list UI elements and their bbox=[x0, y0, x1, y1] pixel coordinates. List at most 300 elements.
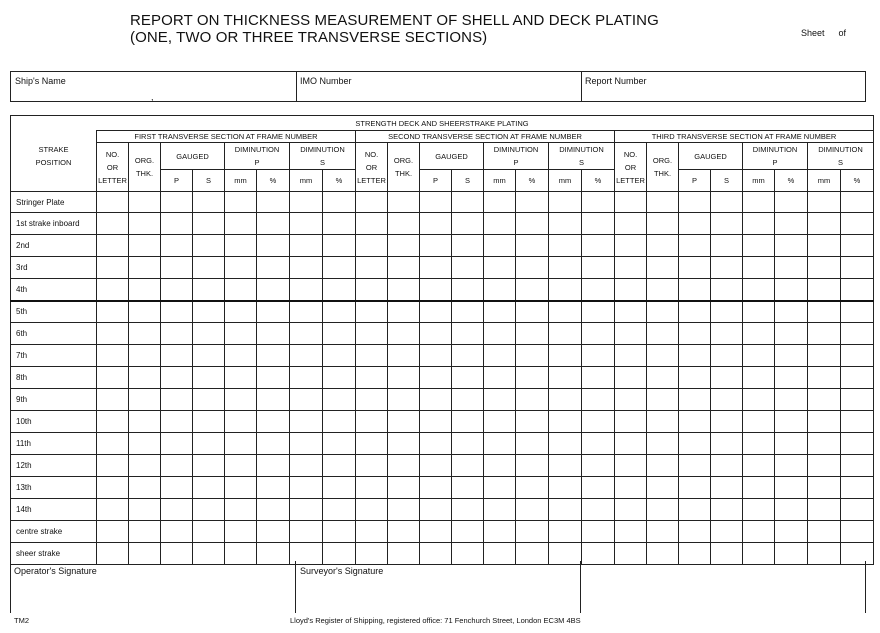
measurement-cell[interactable] bbox=[743, 389, 775, 411]
measurement-cell[interactable] bbox=[516, 455, 549, 477]
measurement-cell[interactable] bbox=[161, 323, 193, 345]
measurement-cell[interactable] bbox=[841, 192, 874, 213]
measurement-cell[interactable] bbox=[516, 433, 549, 455]
measurement-cell[interactable] bbox=[129, 367, 161, 389]
measurement-cell[interactable] bbox=[257, 477, 290, 499]
measurement-cell[interactable] bbox=[452, 279, 484, 301]
measurement-cell[interactable] bbox=[323, 279, 356, 301]
measurement-cell[interactable] bbox=[775, 301, 808, 323]
measurement-cell[interactable] bbox=[549, 323, 582, 345]
measurement-cell[interactable] bbox=[129, 433, 161, 455]
measurement-cell[interactable] bbox=[743, 192, 775, 213]
measurement-cell[interactable] bbox=[679, 521, 711, 543]
measurement-cell[interactable] bbox=[161, 367, 193, 389]
measurement-cell[interactable] bbox=[356, 455, 388, 477]
measurement-cell[interactable] bbox=[193, 257, 225, 279]
measurement-cell[interactable] bbox=[388, 455, 420, 477]
measurement-cell[interactable] bbox=[615, 477, 647, 499]
measurement-cell[interactable] bbox=[97, 301, 129, 323]
measurement-cell[interactable] bbox=[647, 521, 679, 543]
measurement-cell[interactable] bbox=[290, 477, 323, 499]
measurement-cell[interactable] bbox=[356, 323, 388, 345]
measurement-cell[interactable] bbox=[516, 477, 549, 499]
report-number-field[interactable] bbox=[581, 71, 867, 101]
measurement-cell[interactable] bbox=[549, 521, 582, 543]
measurement-cell[interactable] bbox=[420, 411, 452, 433]
measurement-cell[interactable] bbox=[225, 301, 257, 323]
measurement-cell[interactable] bbox=[711, 323, 743, 345]
measurement-cell[interactable] bbox=[388, 499, 420, 521]
measurement-cell[interactable] bbox=[484, 477, 516, 499]
measurement-cell[interactable] bbox=[225, 257, 257, 279]
measurement-cell[interactable] bbox=[388, 257, 420, 279]
measurement-cell[interactable] bbox=[420, 433, 452, 455]
measurement-cell[interactable] bbox=[97, 455, 129, 477]
measurement-cell[interactable] bbox=[356, 213, 388, 235]
measurement-cell[interactable] bbox=[808, 455, 841, 477]
measurement-cell[interactable] bbox=[161, 499, 193, 521]
measurement-cell[interactable] bbox=[775, 213, 808, 235]
measurement-cell[interactable] bbox=[225, 213, 257, 235]
measurement-cell[interactable] bbox=[257, 499, 290, 521]
measurement-cell[interactable] bbox=[161, 455, 193, 477]
measurement-cell[interactable] bbox=[679, 455, 711, 477]
measurement-cell[interactable] bbox=[193, 455, 225, 477]
measurement-cell[interactable] bbox=[129, 192, 161, 213]
measurement-cell[interactable] bbox=[841, 301, 874, 323]
measurement-cell[interactable] bbox=[161, 192, 193, 213]
measurement-cell[interactable] bbox=[743, 279, 775, 301]
measurement-cell[interactable] bbox=[97, 257, 129, 279]
measurement-cell[interactable] bbox=[290, 345, 323, 367]
measurement-cell[interactable] bbox=[323, 192, 356, 213]
measurement-cell[interactable] bbox=[129, 477, 161, 499]
measurement-cell[interactable] bbox=[97, 433, 129, 455]
measurement-cell[interactable] bbox=[516, 323, 549, 345]
measurement-cell[interactable] bbox=[257, 235, 290, 257]
measurement-cell[interactable] bbox=[97, 499, 129, 521]
measurement-cell[interactable] bbox=[615, 235, 647, 257]
measurement-cell[interactable] bbox=[484, 301, 516, 323]
measurement-cell[interactable] bbox=[161, 389, 193, 411]
measurement-cell[interactable] bbox=[193, 235, 225, 257]
measurement-cell[interactable] bbox=[257, 455, 290, 477]
measurement-cell[interactable] bbox=[388, 433, 420, 455]
measurement-cell[interactable] bbox=[388, 192, 420, 213]
measurement-cell[interactable] bbox=[257, 411, 290, 433]
measurement-cell[interactable] bbox=[582, 301, 615, 323]
measurement-cell[interactable] bbox=[290, 192, 323, 213]
measurement-cell[interactable] bbox=[647, 192, 679, 213]
measurement-cell[interactable] bbox=[225, 389, 257, 411]
measurement-cell[interactable] bbox=[808, 389, 841, 411]
measurement-cell[interactable] bbox=[452, 345, 484, 367]
measurement-cell[interactable] bbox=[647, 257, 679, 279]
measurement-cell[interactable] bbox=[808, 499, 841, 521]
measurement-cell[interactable] bbox=[290, 279, 323, 301]
measurement-cell[interactable] bbox=[257, 213, 290, 235]
measurement-cell[interactable] bbox=[711, 367, 743, 389]
measurement-cell[interactable] bbox=[841, 213, 874, 235]
measurement-cell[interactable] bbox=[775, 345, 808, 367]
measurement-cell[interactable] bbox=[225, 411, 257, 433]
measurement-cell[interactable] bbox=[97, 323, 129, 345]
measurement-cell[interactable] bbox=[615, 279, 647, 301]
measurement-cell[interactable] bbox=[549, 367, 582, 389]
measurement-cell[interactable] bbox=[388, 521, 420, 543]
measurement-cell[interactable] bbox=[388, 389, 420, 411]
measurement-cell[interactable] bbox=[290, 235, 323, 257]
measurement-cell[interactable] bbox=[129, 411, 161, 433]
measurement-cell[interactable] bbox=[647, 301, 679, 323]
measurement-cell[interactable] bbox=[679, 323, 711, 345]
measurement-cell[interactable] bbox=[516, 367, 549, 389]
measurement-cell[interactable] bbox=[647, 213, 679, 235]
measurement-cell[interactable] bbox=[582, 235, 615, 257]
measurement-cell[interactable] bbox=[808, 323, 841, 345]
measurement-cell[interactable] bbox=[257, 279, 290, 301]
measurement-cell[interactable] bbox=[129, 301, 161, 323]
measurement-cell[interactable] bbox=[484, 389, 516, 411]
measurement-cell[interactable] bbox=[97, 411, 129, 433]
measurement-cell[interactable] bbox=[97, 389, 129, 411]
measurement-cell[interactable] bbox=[420, 521, 452, 543]
measurement-cell[interactable] bbox=[582, 323, 615, 345]
measurement-cell[interactable] bbox=[615, 455, 647, 477]
measurement-cell[interactable] bbox=[841, 323, 874, 345]
measurement-cell[interactable] bbox=[711, 279, 743, 301]
measurement-cell[interactable] bbox=[711, 213, 743, 235]
measurement-cell[interactable] bbox=[97, 345, 129, 367]
measurement-cell[interactable] bbox=[193, 389, 225, 411]
measurement-cell[interactable] bbox=[290, 367, 323, 389]
measurement-cell[interactable] bbox=[356, 279, 388, 301]
measurement-cell[interactable] bbox=[647, 345, 679, 367]
measurement-cell[interactable] bbox=[549, 345, 582, 367]
measurement-cell[interactable] bbox=[225, 279, 257, 301]
measurement-cell[interactable] bbox=[711, 235, 743, 257]
measurement-cell[interactable] bbox=[582, 257, 615, 279]
measurement-cell[interactable] bbox=[193, 345, 225, 367]
measurement-cell[interactable] bbox=[679, 192, 711, 213]
measurement-cell[interactable] bbox=[679, 389, 711, 411]
measurement-cell[interactable] bbox=[225, 455, 257, 477]
measurement-cell[interactable] bbox=[582, 477, 615, 499]
measurement-cell[interactable] bbox=[161, 257, 193, 279]
measurement-cell[interactable] bbox=[97, 235, 129, 257]
measurement-cell[interactable] bbox=[516, 279, 549, 301]
measurement-cell[interactable] bbox=[808, 257, 841, 279]
measurement-cell[interactable] bbox=[161, 477, 193, 499]
measurement-cell[interactable] bbox=[743, 367, 775, 389]
measurement-cell[interactable] bbox=[323, 235, 356, 257]
measurement-cell[interactable] bbox=[679, 279, 711, 301]
measurement-cell[interactable] bbox=[225, 323, 257, 345]
measurement-cell[interactable] bbox=[582, 279, 615, 301]
measurement-cell[interactable] bbox=[775, 499, 808, 521]
measurement-cell[interactable] bbox=[615, 499, 647, 521]
measurement-cell[interactable] bbox=[711, 521, 743, 543]
measurement-cell[interactable] bbox=[615, 367, 647, 389]
measurement-cell[interactable] bbox=[775, 257, 808, 279]
measurement-cell[interactable] bbox=[775, 411, 808, 433]
measurement-cell[interactable] bbox=[323, 411, 356, 433]
measurement-cell[interactable] bbox=[129, 323, 161, 345]
measurement-cell[interactable] bbox=[161, 521, 193, 543]
measurement-cell[interactable] bbox=[452, 521, 484, 543]
measurement-cell[interactable] bbox=[711, 192, 743, 213]
measurement-cell[interactable] bbox=[582, 389, 615, 411]
measurement-cell[interactable] bbox=[775, 279, 808, 301]
measurement-cell[interactable] bbox=[647, 235, 679, 257]
measurement-cell[interactable] bbox=[516, 521, 549, 543]
measurement-cell[interactable] bbox=[615, 301, 647, 323]
measurement-cell[interactable] bbox=[743, 345, 775, 367]
measurement-cell[interactable] bbox=[356, 477, 388, 499]
measurement-cell[interactable] bbox=[356, 345, 388, 367]
measurement-cell[interactable] bbox=[775, 367, 808, 389]
measurement-cell[interactable] bbox=[257, 367, 290, 389]
measurement-cell[interactable] bbox=[775, 433, 808, 455]
measurement-cell[interactable] bbox=[290, 455, 323, 477]
measurement-cell[interactable] bbox=[420, 257, 452, 279]
measurement-cell[interactable] bbox=[647, 389, 679, 411]
measurement-cell[interactable] bbox=[516, 389, 549, 411]
measurement-cell[interactable] bbox=[420, 323, 452, 345]
measurement-cell[interactable] bbox=[388, 345, 420, 367]
measurement-cell[interactable] bbox=[841, 411, 874, 433]
measurement-cell[interactable] bbox=[647, 477, 679, 499]
measurement-cell[interactable] bbox=[129, 279, 161, 301]
measurement-cell[interactable] bbox=[193, 367, 225, 389]
measurement-cell[interactable] bbox=[647, 499, 679, 521]
measurement-cell[interactable] bbox=[582, 455, 615, 477]
measurement-cell[interactable] bbox=[679, 433, 711, 455]
measurement-cell[interactable] bbox=[356, 521, 388, 543]
measurement-cell[interactable] bbox=[582, 367, 615, 389]
measurement-cell[interactable] bbox=[97, 279, 129, 301]
measurement-cell[interactable] bbox=[388, 213, 420, 235]
measurement-cell[interactable] bbox=[388, 279, 420, 301]
measurement-cell[interactable] bbox=[679, 499, 711, 521]
measurement-cell[interactable] bbox=[420, 367, 452, 389]
measurement-cell[interactable] bbox=[257, 521, 290, 543]
measurement-cell[interactable] bbox=[743, 411, 775, 433]
measurement-cell[interactable] bbox=[743, 521, 775, 543]
measurement-cell[interactable] bbox=[808, 521, 841, 543]
measurement-cell[interactable] bbox=[841, 345, 874, 367]
measurement-cell[interactable] bbox=[97, 477, 129, 499]
measurement-cell[interactable] bbox=[323, 367, 356, 389]
measurement-cell[interactable] bbox=[484, 499, 516, 521]
measurement-cell[interactable] bbox=[775, 192, 808, 213]
measurement-cell[interactable] bbox=[743, 499, 775, 521]
measurement-cell[interactable] bbox=[516, 411, 549, 433]
measurement-cell[interactable] bbox=[679, 367, 711, 389]
measurement-cell[interactable] bbox=[679, 301, 711, 323]
measurement-cell[interactable] bbox=[775, 323, 808, 345]
measurement-cell[interactable] bbox=[582, 499, 615, 521]
measurement-cell[interactable] bbox=[161, 411, 193, 433]
measurement-cell[interactable] bbox=[647, 433, 679, 455]
measurement-cell[interactable] bbox=[452, 477, 484, 499]
measurement-cell[interactable] bbox=[484, 521, 516, 543]
measurement-cell[interactable] bbox=[775, 389, 808, 411]
measurement-cell[interactable] bbox=[290, 301, 323, 323]
measurement-cell[interactable] bbox=[452, 499, 484, 521]
measurement-cell[interactable] bbox=[615, 433, 647, 455]
measurement-cell[interactable] bbox=[775, 235, 808, 257]
measurement-cell[interactable] bbox=[775, 455, 808, 477]
measurement-cell[interactable] bbox=[257, 323, 290, 345]
measurement-cell[interactable] bbox=[582, 345, 615, 367]
measurement-cell[interactable] bbox=[290, 411, 323, 433]
measurement-cell[interactable] bbox=[484, 345, 516, 367]
measurement-cell[interactable] bbox=[420, 301, 452, 323]
measurement-cell[interactable] bbox=[161, 213, 193, 235]
measurement-cell[interactable] bbox=[647, 367, 679, 389]
measurement-cell[interactable] bbox=[452, 323, 484, 345]
measurement-cell[interactable] bbox=[647, 455, 679, 477]
measurement-cell[interactable] bbox=[647, 323, 679, 345]
measurement-cell[interactable] bbox=[257, 389, 290, 411]
measurement-cell[interactable] bbox=[516, 213, 549, 235]
measurement-cell[interactable] bbox=[516, 345, 549, 367]
measurement-cell[interactable] bbox=[257, 433, 290, 455]
measurement-cell[interactable] bbox=[711, 345, 743, 367]
measurement-cell[interactable] bbox=[323, 477, 356, 499]
measurement-cell[interactable] bbox=[452, 455, 484, 477]
measurement-cell[interactable] bbox=[743, 301, 775, 323]
measurement-cell[interactable] bbox=[841, 433, 874, 455]
measurement-cell[interactable] bbox=[516, 257, 549, 279]
measurement-cell[interactable] bbox=[420, 235, 452, 257]
measurement-cell[interactable] bbox=[452, 433, 484, 455]
measurement-cell[interactable] bbox=[452, 367, 484, 389]
measurement-cell[interactable] bbox=[484, 257, 516, 279]
measurement-cell[interactable] bbox=[257, 345, 290, 367]
measurement-cell[interactable] bbox=[516, 301, 549, 323]
measurement-cell[interactable] bbox=[193, 433, 225, 455]
measurement-cell[interactable] bbox=[129, 499, 161, 521]
measurement-cell[interactable] bbox=[775, 521, 808, 543]
measurement-cell[interactable] bbox=[97, 192, 129, 213]
measurement-cell[interactable] bbox=[615, 389, 647, 411]
measurement-cell[interactable] bbox=[225, 345, 257, 367]
measurement-cell[interactable] bbox=[647, 411, 679, 433]
measurement-cell[interactable] bbox=[356, 301, 388, 323]
measurement-cell[interactable] bbox=[356, 257, 388, 279]
measurement-cell[interactable] bbox=[290, 257, 323, 279]
measurement-cell[interactable] bbox=[679, 257, 711, 279]
measurement-cell[interactable] bbox=[225, 499, 257, 521]
measurement-cell[interactable] bbox=[356, 192, 388, 213]
measurement-cell[interactable] bbox=[97, 367, 129, 389]
measurement-cell[interactable] bbox=[420, 213, 452, 235]
measurement-cell[interactable] bbox=[679, 411, 711, 433]
measurement-cell[interactable] bbox=[97, 521, 129, 543]
imo-number-field[interactable] bbox=[296, 71, 581, 101]
measurement-cell[interactable] bbox=[711, 499, 743, 521]
measurement-cell[interactable] bbox=[129, 213, 161, 235]
measurement-cell[interactable] bbox=[97, 213, 129, 235]
measurement-cell[interactable] bbox=[615, 521, 647, 543]
measurement-cell[interactable] bbox=[484, 323, 516, 345]
measurement-cell[interactable] bbox=[452, 192, 484, 213]
measurement-cell[interactable] bbox=[615, 411, 647, 433]
measurement-cell[interactable] bbox=[549, 192, 582, 213]
measurement-cell[interactable] bbox=[841, 477, 874, 499]
measurement-cell[interactable] bbox=[257, 192, 290, 213]
measurement-cell[interactable] bbox=[841, 521, 874, 543]
measurement-cell[interactable] bbox=[225, 521, 257, 543]
measurement-cell[interactable] bbox=[193, 521, 225, 543]
measurement-cell[interactable] bbox=[711, 301, 743, 323]
measurement-cell[interactable] bbox=[484, 411, 516, 433]
measurement-cell[interactable] bbox=[484, 235, 516, 257]
measurement-cell[interactable] bbox=[193, 192, 225, 213]
measurement-cell[interactable] bbox=[808, 367, 841, 389]
measurement-cell[interactable] bbox=[420, 477, 452, 499]
measurement-cell[interactable] bbox=[323, 301, 356, 323]
measurement-cell[interactable] bbox=[129, 257, 161, 279]
measurement-cell[interactable] bbox=[484, 192, 516, 213]
measurement-cell[interactable] bbox=[711, 257, 743, 279]
measurement-cell[interactable] bbox=[808, 213, 841, 235]
measurement-cell[interactable] bbox=[549, 279, 582, 301]
measurement-cell[interactable] bbox=[743, 213, 775, 235]
measurement-cell[interactable] bbox=[549, 213, 582, 235]
measurement-cell[interactable] bbox=[679, 477, 711, 499]
measurement-cell[interactable] bbox=[549, 389, 582, 411]
measurement-cell[interactable] bbox=[193, 477, 225, 499]
measurement-cell[interactable] bbox=[743, 455, 775, 477]
measurement-cell[interactable] bbox=[420, 499, 452, 521]
measurement-cell[interactable] bbox=[549, 257, 582, 279]
measurement-cell[interactable] bbox=[388, 301, 420, 323]
measurement-cell[interactable] bbox=[516, 499, 549, 521]
measurement-cell[interactable] bbox=[841, 499, 874, 521]
measurement-cell[interactable] bbox=[323, 499, 356, 521]
measurement-cell[interactable] bbox=[808, 301, 841, 323]
measurement-cell[interactable] bbox=[225, 433, 257, 455]
measurement-cell[interactable] bbox=[129, 455, 161, 477]
measurement-cell[interactable] bbox=[290, 213, 323, 235]
measurement-cell[interactable] bbox=[290, 389, 323, 411]
measurement-cell[interactable] bbox=[711, 477, 743, 499]
measurement-cell[interactable] bbox=[388, 477, 420, 499]
measurement-cell[interactable] bbox=[356, 389, 388, 411]
measurement-cell[interactable] bbox=[615, 345, 647, 367]
measurement-cell[interactable] bbox=[257, 257, 290, 279]
measurement-cell[interactable] bbox=[323, 323, 356, 345]
measurement-cell[interactable] bbox=[388, 411, 420, 433]
measurement-cell[interactable] bbox=[356, 411, 388, 433]
measurement-cell[interactable] bbox=[841, 235, 874, 257]
measurement-cell[interactable] bbox=[225, 477, 257, 499]
measurement-cell[interactable] bbox=[615, 257, 647, 279]
measurement-cell[interactable] bbox=[808, 192, 841, 213]
measurement-cell[interactable] bbox=[193, 499, 225, 521]
measurement-cell[interactable] bbox=[129, 235, 161, 257]
measurement-cell[interactable] bbox=[161, 279, 193, 301]
measurement-cell[interactable] bbox=[841, 279, 874, 301]
measurement-cell[interactable] bbox=[484, 367, 516, 389]
measurement-cell[interactable] bbox=[452, 257, 484, 279]
measurement-cell[interactable] bbox=[420, 455, 452, 477]
measurement-cell[interactable] bbox=[711, 389, 743, 411]
measurement-cell[interactable] bbox=[323, 455, 356, 477]
